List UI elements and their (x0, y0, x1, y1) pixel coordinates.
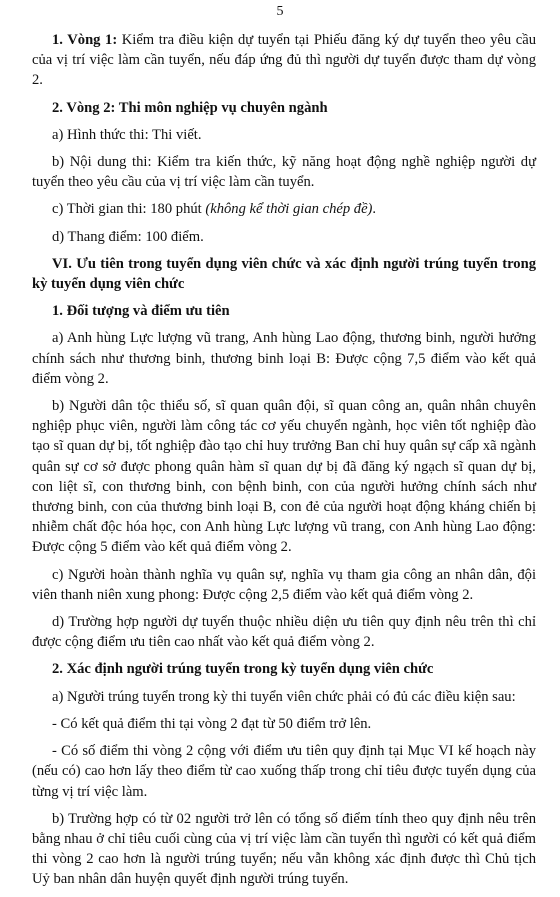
page-number: 5 (276, 4, 284, 19)
paragraph-exam-format: a) Hình thức thi: Thi viết. (52, 126, 202, 143)
paragraph-score-scale: d) Thang điểm: 100 điểm. (52, 228, 204, 245)
paragraph-winner-condition-2: - Có số điểm thi vòng 2 cộng với điểm ưu tiên quy định tại Mục VI kế hoạch này (nếu có) cao hơn lấy theo điểm từ cao xuống thấp trong chỉ tiêu được tuyển dụng của từng vị trí việc làm. (32, 743, 536, 800)
paragraph-priority-a: a) Anh hùng Lực lượng vũ trang, Anh hùng Lao động, thương binh, người hưởng chính sách như thương binh, thương binh loại B: Được cộng 7,5 điểm vào kết quả điểm vòng 2. (32, 330, 536, 387)
round-1-text: Kiểm tra điều kiện dự tuyển tại Phiếu đăng ký dự tuyển theo yêu cầu của vị trí việc làm cần tuyển, nếu đáp ứng đủ thì người dự tuyển được tham dự vòng 2. (32, 32, 536, 89)
round-1-label: 1. Vòng 1: (52, 32, 118, 48)
paragraph-exam-content: b) Nội dung thi: Kiểm tra kiến thức, kỹ năng hoạt động nghề nghiệp người dự tuyển theo yêu cầu của vị trí việc làm cần tuyển. (32, 154, 536, 191)
heading-section-vi: VI. Ưu tiên trong tuyển dụng viên chức và xác định người trúng tuyển trong kỳ tuyển dụng viên chức (32, 255, 536, 293)
document-body (32, 30, 536, 897)
heading-round-2: 2. Vòng 2: Thi môn nghiệp vụ chuyên ngành (52, 99, 328, 116)
exam-time-tail: . (372, 201, 377, 218)
paragraph-round-1 (32, 30, 536, 91)
paragraph-priority-b: b) Người dân tộc thiểu số, sĩ quan quân đội, sĩ quan công an, quân nhân chuyên nghiệp phục viên, người làm công tác cơ yếu chuyển ngành, học viên tốt nghiệp đào tạo sĩ quan dự bị, tốt nghiệp đào tạo chỉ huy trưởng Ban chỉ huy quân sự cấp xã ngành quân sự cơ sở được phong quân hàm sĩ quan dự bị đã đăng ký ngạch sĩ quan dự bị, con liệt sĩ, con thương binh, con bệnh binh, con của người hưởng chính sách như thương binh, con của thương binh loại B, con đẻ của người hoạt động kháng chiến bị nhiễm chất độc hóa học, con Anh hùng Lực lượng vũ trang, con Anh hùng Lao động: Được cộng 5 điểm vào kết quả điểm vòng 2. (32, 398, 536, 556)
heading-priority-subjects: 1. Đối tượng và điểm ưu tiên (52, 303, 230, 320)
paragraph-winner-condition-1: - Có kết quả điểm thi tại vòng 2 đạt từ 50 điểm trở lên. (52, 715, 372, 732)
paragraph-priority-d: d) Trường hợp người dự tuyển thuộc nhiều diện ưu tiên quy định nêu trên thì chỉ được cộng điểm ưu tiên cao nhất vào kết quả điểm vòng 2. (32, 614, 536, 651)
paragraph-priority-c: c) Người hoàn thành nghĩa vụ quân sự, nghĩa vụ tham gia công an nhân dân, đội viên thanh niên xung phong: Được cộng 2,5 điểm vào kết quả điểm vòng 2. (32, 566, 536, 603)
heading-determine-winners: 2. Xác định người trúng tuyển trong kỳ tuyển dụng viên chức (52, 661, 434, 678)
exam-time-text: c) Thời gian thi: 180 phút (52, 201, 206, 218)
paragraph-exam-time (32, 199, 536, 219)
paragraph-winner-a: a) Người trúng tuyển trong kỳ thi tuyển viên chức phải có đủ các điều kiện sau: (52, 688, 516, 705)
exam-time-note: (không kể thời gian chép đề) (205, 201, 373, 218)
paragraph-winner-b: b) Trường hợp có từ 02 người trở lên có tổng số điểm tính theo quy định nêu trên bằng nhau ở chỉ tiêu cuối cùng của vị trí việc làm cần tuyển thì người có kết quả điểm thi vòng 2 cao hơn là người trúng tuyển; nếu vẫn không xác định được thì Chủ tịch Uỷ ban nhân dân huyện quyết định người trúng tuyển. (32, 810, 536, 888)
